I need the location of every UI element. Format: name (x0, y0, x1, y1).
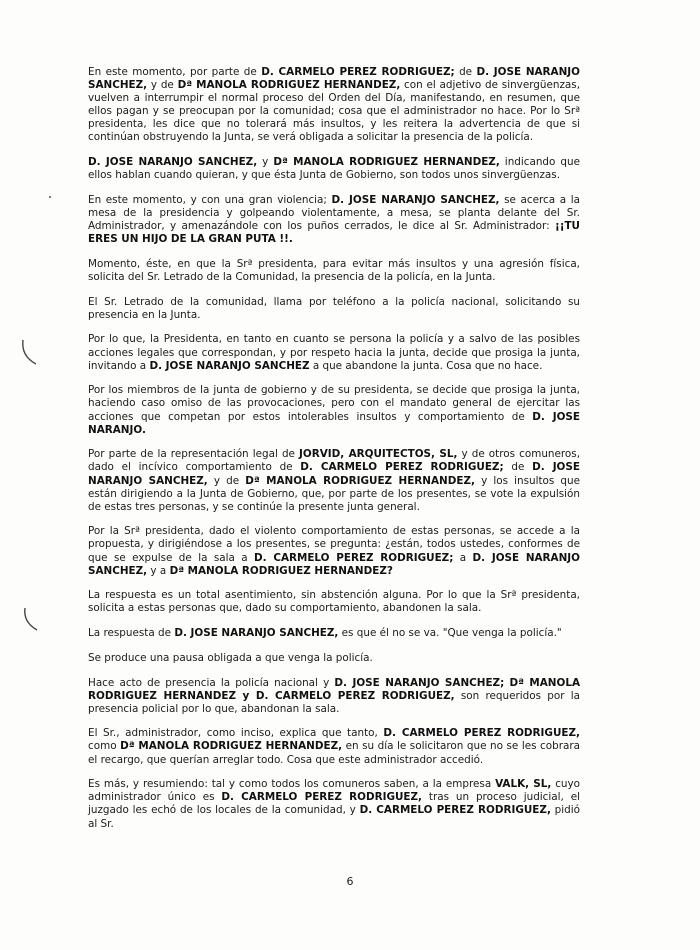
paragraph-text: En este momento, por parte de (88, 66, 262, 78)
bold-name-text: D. JOSE NARANJO SANCHEZ, (88, 66, 580, 92)
paragraph (88, 627, 580, 640)
paragraph-text: En este momento, y con una gran violencia; (88, 193, 332, 206)
paragraph (88, 156, 580, 182)
paragraph-text: Por parte de la representación legal de (88, 448, 300, 461)
bold-name-text: VALK, SL, (495, 778, 552, 791)
bold-name-text: D. JOSE NARANJO SANCHEZ; (334, 676, 505, 689)
paragraph-text: de (454, 66, 477, 78)
paragraph-text: y (257, 156, 274, 169)
bold-name-text: ¡¡TU ERES UN HIJO DE LA GRAN PUTA !!. (88, 220, 580, 246)
paragraph (88, 525, 580, 577)
bold-name-text: D. JOSE NARANJO SANCHEZ, (88, 551, 580, 577)
paragraph-text: El Sr. Letrado de la comunidad, llama por teléfono a la policía nacional, solicitando su presencia en la Junta. (88, 295, 580, 321)
bold-name-text: D. CARMELO PEREZ RODRIGUEZ, (359, 804, 551, 817)
paragraph (88, 384, 580, 436)
paragraph-text: El Sr., administrador, como inciso, explica que tanto, (88, 727, 384, 740)
page-number: 6 (346, 875, 354, 888)
punch-mark (22, 606, 44, 636)
paragraph-text: es que él no se va. "Que venga la policía." (338, 627, 562, 640)
paragraph (88, 727, 580, 766)
bold-name-text: Dª MANOLA RODRIGUEZ HERNANDEZ? (169, 564, 393, 577)
bold-name-text: D. JOSE NARANJO. (88, 410, 580, 436)
document-body (88, 66, 580, 842)
paragraph-text: indicando que ellos hablan cuando quieran, y que ésta Junta de Gobierno, son todos unos sinvergüenzas. (88, 156, 580, 182)
paragraph-text: La respuesta es un total asentimiento, sin abstención alguna. Por lo que la Srª presidenta, solicita a estas personas que, dado su comportamiento, abandonen la sala. (88, 589, 580, 615)
paragraph-text: se acerca a la mesa de la presidencia y golpeando violentamente, a mesa, se planta delante del Sr. Administrador, y amenazándole con los puños cerrados, le dice al Sr. Administrador: (88, 193, 580, 233)
paragraph-text: son requeridos por la presencia policial por lo que, abandonan la sala. (88, 689, 580, 715)
paragraph-text: Por la Srª presidenta, dado el violento comportamiento de estas personas, se accede a la propuesta, y dirigiéndose a los presentes, se pregunta: ¿están, todos ustedes, conformes de que se expulse de la sala a (88, 525, 580, 564)
paragraph-text: cuyo administrador único es (88, 778, 581, 804)
paragraph-text: tras un proceso judicial, el juzgado les echó de los locales de la comunidad, y (88, 791, 581, 817)
paragraph (88, 333, 580, 372)
paragraph (88, 66, 580, 145)
paragraph-text: Es más, y resumiendo: tal y como todos los comuneros saben, a la empresa (88, 778, 496, 791)
bold-name-text: D. CARMELO PEREZ RODRIGUEZ, (221, 791, 422, 804)
punch-mark (20, 338, 42, 368)
bold-name-text: Dª MANOLA RODRIGUEZ HERNANDEZ, (273, 156, 500, 169)
bold-name-text: D. CARMELO PEREZ RODRIGUEZ; (261, 66, 455, 78)
paragraph-text: Por los miembros de la junta de gobierno y de su presidenta, se decide que prosiga la junta, haciendo caso omiso de las provocaciones, pero con el mandato general de ejercitar las acciones que competan por estos intolerables insultos y comportamiento de (88, 384, 580, 423)
bold-name-text: Dª MANOLA RODRIGUEZ HERNANDEZ, (245, 474, 475, 487)
bold-name-text: D. JOSE NARANJO SANCHEZ (149, 359, 310, 372)
paragraph (88, 296, 580, 322)
paragraph-text: y a (147, 564, 170, 577)
paragraph (88, 589, 580, 615)
bold-name-text: D. CARMELO PEREZ RODRIGUEZ, (383, 727, 580, 740)
paragraph-text: y de (207, 474, 246, 487)
bold-name-text: Dª MANOLA RODRIGUEZ HERNANDEZ y D. CARMELO PEREZ RODRIGUEZ, (88, 676, 580, 702)
bold-name-text: D. JOSE NARANJO SANCHEZ, (174, 627, 339, 640)
paragraph (88, 448, 580, 513)
bold-name-text: JORVID, ARQUITECTOS, SL, (299, 448, 458, 461)
paragraph-text: pidió al Sr. (88, 804, 580, 830)
paragraph-text: Momento, éste, en que la Srª presidenta, para evitar más insultos y una agresión física, solicita del Sr. Letrado de la Comunidad, la presencia de la policía, en la Junta. (88, 257, 580, 283)
paragraph-text: Se produce una pausa obligada a que venga la policía. (88, 651, 373, 664)
bold-name-text: Dª MANOLA RODRIGUEZ HERNANDEZ, (177, 79, 401, 92)
paragraph-text: y los insultos que están dirigiendo a la Junta de Gobierno, que, por parte de los presentes, se vote la expulsión de estas tres personas, y se continúe la presente junta general. (88, 474, 581, 513)
bold-name-text: D. JOSE NARANJO SANCHEZ, (88, 461, 580, 487)
bold-name-text: D. CARMELO PEREZ RODRIGUEZ; (254, 551, 454, 564)
paragraph-text: en su día le solicitaron que no se les cobrara el recargo, que querían arreglar todo. Cosa que este administrador accedió. (88, 740, 580, 766)
bold-name-text: D. CARMELO PEREZ RODRIGUEZ; (300, 461, 504, 474)
paragraph (88, 258, 580, 284)
paragraph (88, 677, 580, 716)
paragraph (88, 652, 580, 665)
paragraph-text: La respuesta de (88, 627, 175, 640)
paragraph-text: Hace acto de presencia la policía nacional y (88, 676, 335, 689)
bold-name-text: D. JOSE NARANJO SANCHEZ, (331, 193, 500, 206)
paragraph-text: a que abandone la junta. Cosa que no hace. (309, 359, 543, 372)
bold-name-text: Dª MANOLA RODRIGUEZ HERNANDEZ, (120, 740, 343, 753)
speck (48, 195, 52, 199)
paragraph-text: como (88, 740, 121, 753)
bold-name-text: D. JOSE NARANJO SANCHEZ, (88, 156, 258, 169)
paragraph-text: de (503, 461, 533, 474)
paragraph-text: a (453, 551, 473, 564)
paragraph-text: Por lo que, la Presidenta, en tanto en cuanto se persona la policía y a salvo de las posibles acciones legales que correspondan, y por respeto hacia la junta, decide que prosiga la junta, invitando a (88, 333, 580, 372)
paragraph-text: y de (147, 79, 178, 92)
paragraph-text: con el adjetivo de sinvergüenzas, vuelven a interrumpir el normal proceso del Orden del Día, manifestando, en resumen, que ellos pagan y se preocupan por la comunidad; cosa que el administrador no hace. Por lo Srª presidenta, les dice que no tolerará más insultos, y les reitera la advertencia de que si continúan obstruyendo la Junta, se verá obligada a solicitar la presencia de la policía. (88, 79, 580, 144)
paragraph (88, 778, 580, 830)
paragraph-text: y de otros comuneros, dado el incívico comportamiento de (88, 448, 580, 474)
paragraph (88, 194, 580, 246)
